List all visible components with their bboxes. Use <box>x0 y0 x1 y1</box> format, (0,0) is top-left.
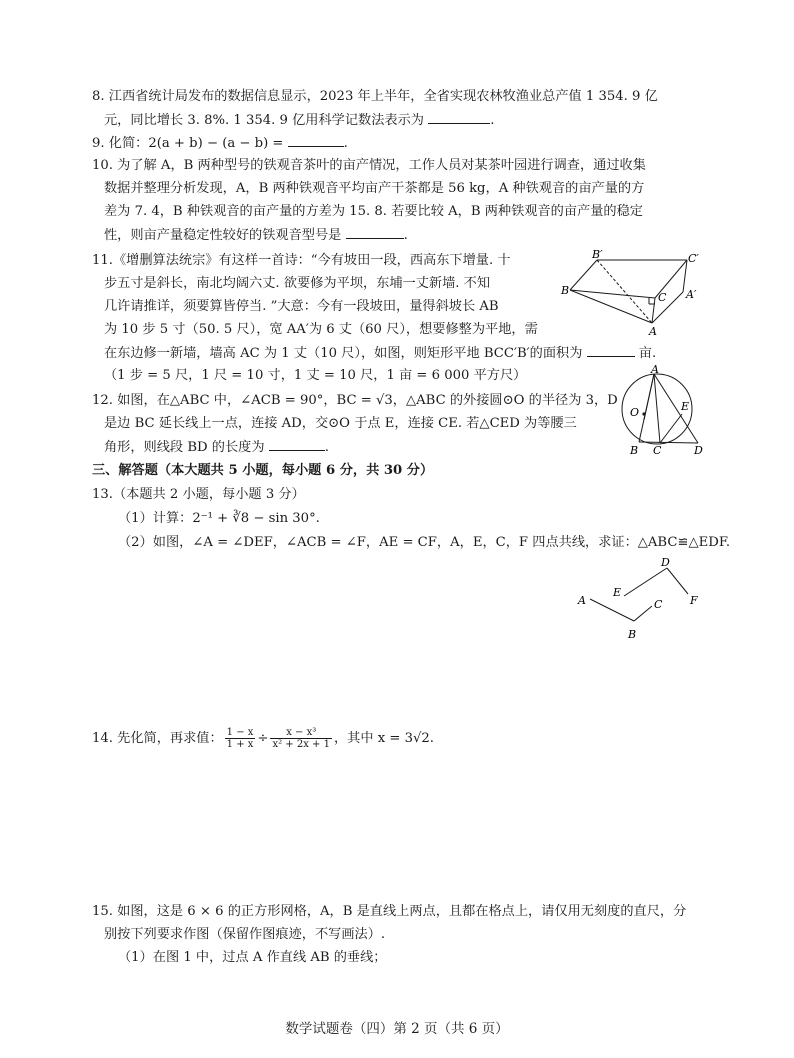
q12-line3 <box>104 438 329 457</box>
q10-line2: 数据并整理分析发现，A，B 两种铁观音平均亩产干茶都是 56 kg，A 种铁观音的亩产量的方 <box>104 181 645 196</box>
q12-label-a: A <box>651 364 659 376</box>
q12-line3-end: . <box>324 440 329 455</box>
q14-line <box>92 724 434 754</box>
q12-line2: 是边 BC 延长线上一点，连接 AD，交⊙O 于点 E，连接 CE. 若△CED 为等腰三 <box>104 416 577 431</box>
q13-label-f: F <box>690 594 698 607</box>
q12-line3-text: 角形，则线段 BD 的长度为 <box>104 440 265 455</box>
q14-suffix: ，其中 x = 3√2. <box>333 731 434 746</box>
q13-label-d: D <box>661 556 670 569</box>
q10-line3: 差为 7. 4，B 种铁观音的亩产量的方差为 15. 8. 若要比较 A，B 两种铁观音的亩产量的稳定 <box>104 204 643 219</box>
q11-line5-end: 亩. <box>638 346 657 361</box>
q12-answer-blank[interactable] <box>269 438 325 451</box>
q11-label-b-prime: B′ <box>592 248 603 261</box>
q12-center-dot <box>642 412 645 415</box>
q12-label-e: E <box>681 400 690 413</box>
q13-label-c: C <box>654 598 663 611</box>
q11-label-c: C <box>658 291 667 304</box>
q8-line2-text: 元，同比增长 3. 8%. 1 354. 9 亿用科学记数法表示为 <box>104 113 424 128</box>
q12-label-o: O <box>630 406 640 419</box>
q13-label-a: A <box>578 594 586 607</box>
q15-line2: 别按下列要求作图（保留作图痕迹，不写画法）. <box>104 927 386 942</box>
q14-fraction-1-den: 1 + x <box>226 739 254 750</box>
q9-end: . <box>343 136 348 151</box>
q14-fraction-2-num: x − x³ <box>270 727 332 739</box>
q8-line2-end: . <box>490 113 495 128</box>
q8-line1: 8. 江西省统计局发布的数据信息显示，2023 年上半年，全省实现农林牧渔业总产值 1 354. 9 亿 <box>92 89 658 104</box>
q14-fraction-1 <box>225 727 256 750</box>
q14-fraction-2-den: x² + 2x + 1 <box>272 739 330 750</box>
q9-answer-blank[interactable] <box>288 134 344 147</box>
section3-title: 三、解答题（本大题共 5 小题，每小题 6 分，共 30 分） <box>92 463 434 478</box>
page-footer: 数学试题卷（四）第 2 页（共 6 页） <box>285 1021 509 1037</box>
q11-label-b: B <box>561 284 570 297</box>
q11-label-a: A <box>649 325 657 338</box>
q11-line5 <box>104 344 656 363</box>
q13-figure <box>572 556 712 642</box>
q12-label-d: D <box>694 444 703 456</box>
q13-part2: （2）如图，∠A = ∠DEF，∠ACB = ∠F，AE = CF，A，E，C，F 四点共线，求证：△ABC≌△EDF. <box>118 535 731 550</box>
q15-line1: 15. 如图，这是 6 × 6 的正方形网格，A，B 是直线上两点，且都在格点上，请仅用无刻度的直尺，分 <box>92 904 687 919</box>
q14-fraction-1-num: 1 − x <box>226 727 254 738</box>
q11-line5-text: 在东边修一新墙，墙高 AC 为 1 丈（10 尺），如图，则矩形平地 BCC′B′的面积为 <box>104 346 583 361</box>
q11-line6: （1 步 = 5 尺，1 尺 = 10 寸，1 丈 = 10 尺，1 亩 = 6 000 平方尺） <box>104 368 527 383</box>
q10-line4 <box>104 226 408 245</box>
q14-prefix: 14. 先化简，再求值： <box>92 731 223 746</box>
q13-label-b: B <box>628 628 637 641</box>
q10-answer-blank[interactable] <box>346 226 404 239</box>
q11-line4: 为 10 步 5 寸（50. 5 尺），宽 AA′为 6 丈（60 尺），想要修整为平地，需 <box>104 322 538 337</box>
q10-line4-end: . <box>403 228 408 243</box>
q9-line <box>92 134 348 153</box>
q11-line1: 11.《增删算法统宗》有这样一首诗：“今有坡田一段，西高东下增量. 十 <box>92 253 511 268</box>
q11-line3: 几许请推详，须要算皆停当. ”大意：今有一段坡田，量得斜坡长 AB <box>104 299 499 314</box>
q8-answer-blank[interactable] <box>428 111 490 124</box>
q14-fraction-2 <box>270 727 332 750</box>
q12-label-b: B <box>630 444 639 456</box>
q9-text: 9. 化简：2(a + b) − (a − b) = <box>92 136 284 151</box>
q13-part1: （1）计算：2⁻¹ + ∛8 − sin 30°. <box>118 511 320 526</box>
q8-line2 <box>104 111 494 130</box>
q13-header: 13.（本题共 2 小题，每小题 3 分） <box>92 487 305 502</box>
q15-line3: （1）在图 1 中，过点 A 作直线 AB 的垂线； <box>118 950 387 965</box>
q11-line2: 步五寸是斜长，南北均阔六丈. 欲要修为平坝，东埔一丈新墙. 不知 <box>104 276 491 291</box>
q11-figure <box>560 248 710 338</box>
q13-label-e: E <box>613 586 622 599</box>
q11-answer-blank[interactable] <box>587 344 635 357</box>
q12-line1: 12. 如图，在△ABC 中，∠ACB = 90°，BC = √3，△ABC 的外接圆⊙O 的半径为 3，D <box>92 393 618 408</box>
q12-label-c: C <box>653 444 662 456</box>
q10-line4-text: 性，则亩产量稳定性较好的铁观音型号是 <box>104 228 342 243</box>
q10-line1: 10. 为了解 A，B 两种型号的铁观音茶叶的亩产情况，工作人员对某茶叶园进行调查，通过收集 <box>92 158 646 173</box>
q12-figure <box>612 364 712 456</box>
q11-label-a-prime: A′ <box>686 288 697 301</box>
q14-divide-sign: ÷ <box>257 731 269 746</box>
q11-label-c-prime: C′ <box>688 252 699 265</box>
